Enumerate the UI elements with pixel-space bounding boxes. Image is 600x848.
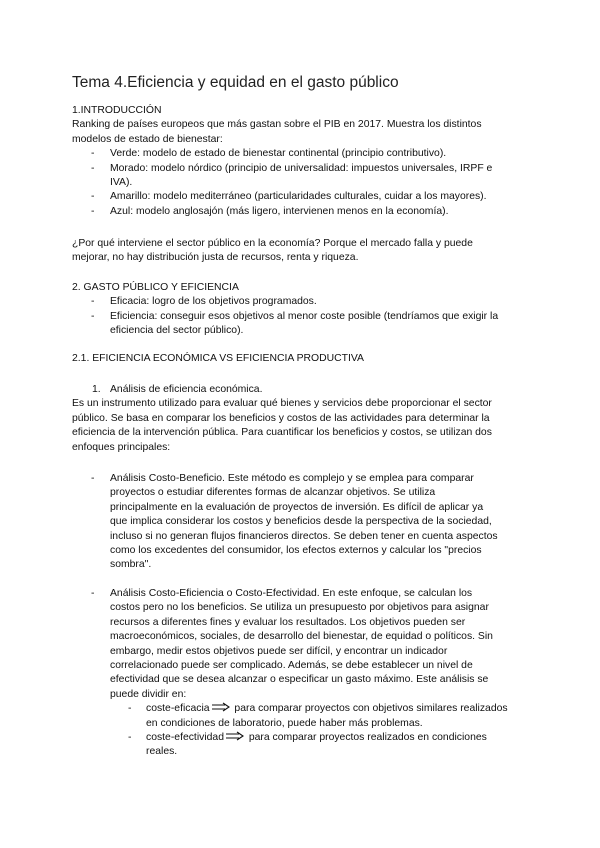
numbered-item: 1. Análisis de eficiencia económica. Es un instrumento utilizado para evaluar qué bienes y servicios debe proporcionar el sector público. Se basa en comparar los beneficios y costos de las actividades para determinar la eficiencia de la intervención pública. Para cuantificar los beneficios y costos, se utilizan dos enfoques principales: <box>72 383 532 455</box>
sub-list-item: - coste-eficacia para comparar proyectos con objetivos similares realizados en condiciones de laboratorio, puede haber más problemas. <box>128 703 508 729</box>
paragraph-line: enfoques principales: <box>72 441 171 453</box>
double-arrow-right-icon <box>225 731 245 741</box>
section-heading: 1.INTRODUCCIÓN <box>72 105 162 116</box>
section-heading: 2. GASTO PÚBLICO Y EFICIENCIA <box>72 282 239 293</box>
costo-eficiencia-item: - Análisis Costo-Eficiencia o Costo-Efectividad. En este enfoque, se calculan los costos pero no los beneficios. Se utiliza un presupuesto por objetivos para asignar recursos a diferentes fines y evaluar los resultados. Los objetivos pueden ser macroeconómicos, sociales, de desarrollo del bienestar, de equidad o políticos. Sin embargo, medir estos objetivos puede ser difícil, y encontrar un indicador correlacionado puede ser complicado. Además, se debe establecer un nivel de efectividad que se desea alcanzar o especificar un gasto máximo. Este análisis se puede dividir en: - coste-eficacia para comparar proyectos con objetivos similares realizados en condiciones de laboratorio, puede haber más problemas. - coste-efectividad para comparar proyectos realizados en condiciones reales. <box>72 587 532 760</box>
page-title: Tema 4.Eficiencia y equidad en el gasto público <box>72 74 399 91</box>
double-arrow-right-icon <box>211 702 231 712</box>
paragraph-line: modelos de estado de bienestar: <box>72 133 223 145</box>
list-item: - Azul: modelo anglosajón (más ligero, intervienen menos en la economía). <box>91 205 449 217</box>
section-heading: 2.1. EFICIENCIA ECONÓMICA VS EFICIENCIA PRODUCTIVA <box>72 353 364 364</box>
list-item: - Eficiencia: conseguir esos objetivos al menor coste posible (tendríamos que exigir la eficiencia del sector público). <box>91 310 499 337</box>
list-item: - Eficacia: logro de los objetivos programados. <box>91 296 317 308</box>
section-eficiencia-economica <box>72 352 532 366</box>
list-item: - Morado: modelo nórdico (principio de universalidad: impuestos universales, IRPF e IVA). <box>91 162 493 188</box>
section-introduccion <box>72 104 532 219</box>
paragraph-line: público. Se basa en comparar los beneficios y costos de las actividades para determinar la <box>72 412 490 424</box>
paragraph-line: Ranking de países europeos que más gastan sobre el PIB en 2017. Muestra los distintos <box>72 119 482 131</box>
sub-list-item: - coste-efectividad para comparar proyectos realizados en condiciones reales. <box>128 731 487 758</box>
costo-beneficio-item: - Análisis Costo-Beneficio. Este método es complejo y se emplea para comparar proyectos o estudiar diferentes formas de alcanzar objetivos. Se utiliza principalmente en la evaluación de proyectos de inversión. Es difícil de aplicar ya que implica considerar los costos y beneficios desde la perspectiva de la sociedad, incluso si no generan flujos financieros directos. Se deben tener en cuenta aspectos como los excedentes del consumidor, los efectos externos y calcular los "precios sombra". <box>91 473 498 571</box>
question-paragraph: ¿Por qué interviene el sector público en la economía? Porque el mercado falla y puede mejorar, no hay distribución justa de recursos, renta y riqueza. <box>72 238 473 264</box>
list-item: - Amarillo: modelo mediterráneo (particularidades culturales, cuidar a los mayores). <box>91 191 487 203</box>
section-gasto-publico <box>72 281 532 339</box>
list-item: - Verde: modelo de estado de bienestar continental (principio contributivo). <box>91 148 447 160</box>
paragraph-line: Es un instrumento utilizado para evaluar qué bienes y servicios debe proporcionar el sector <box>72 398 492 410</box>
paragraph-line: eficiencia de la intervención pública. Para cuantificar los beneficios y costos, se utilizan dos <box>72 427 492 439</box>
